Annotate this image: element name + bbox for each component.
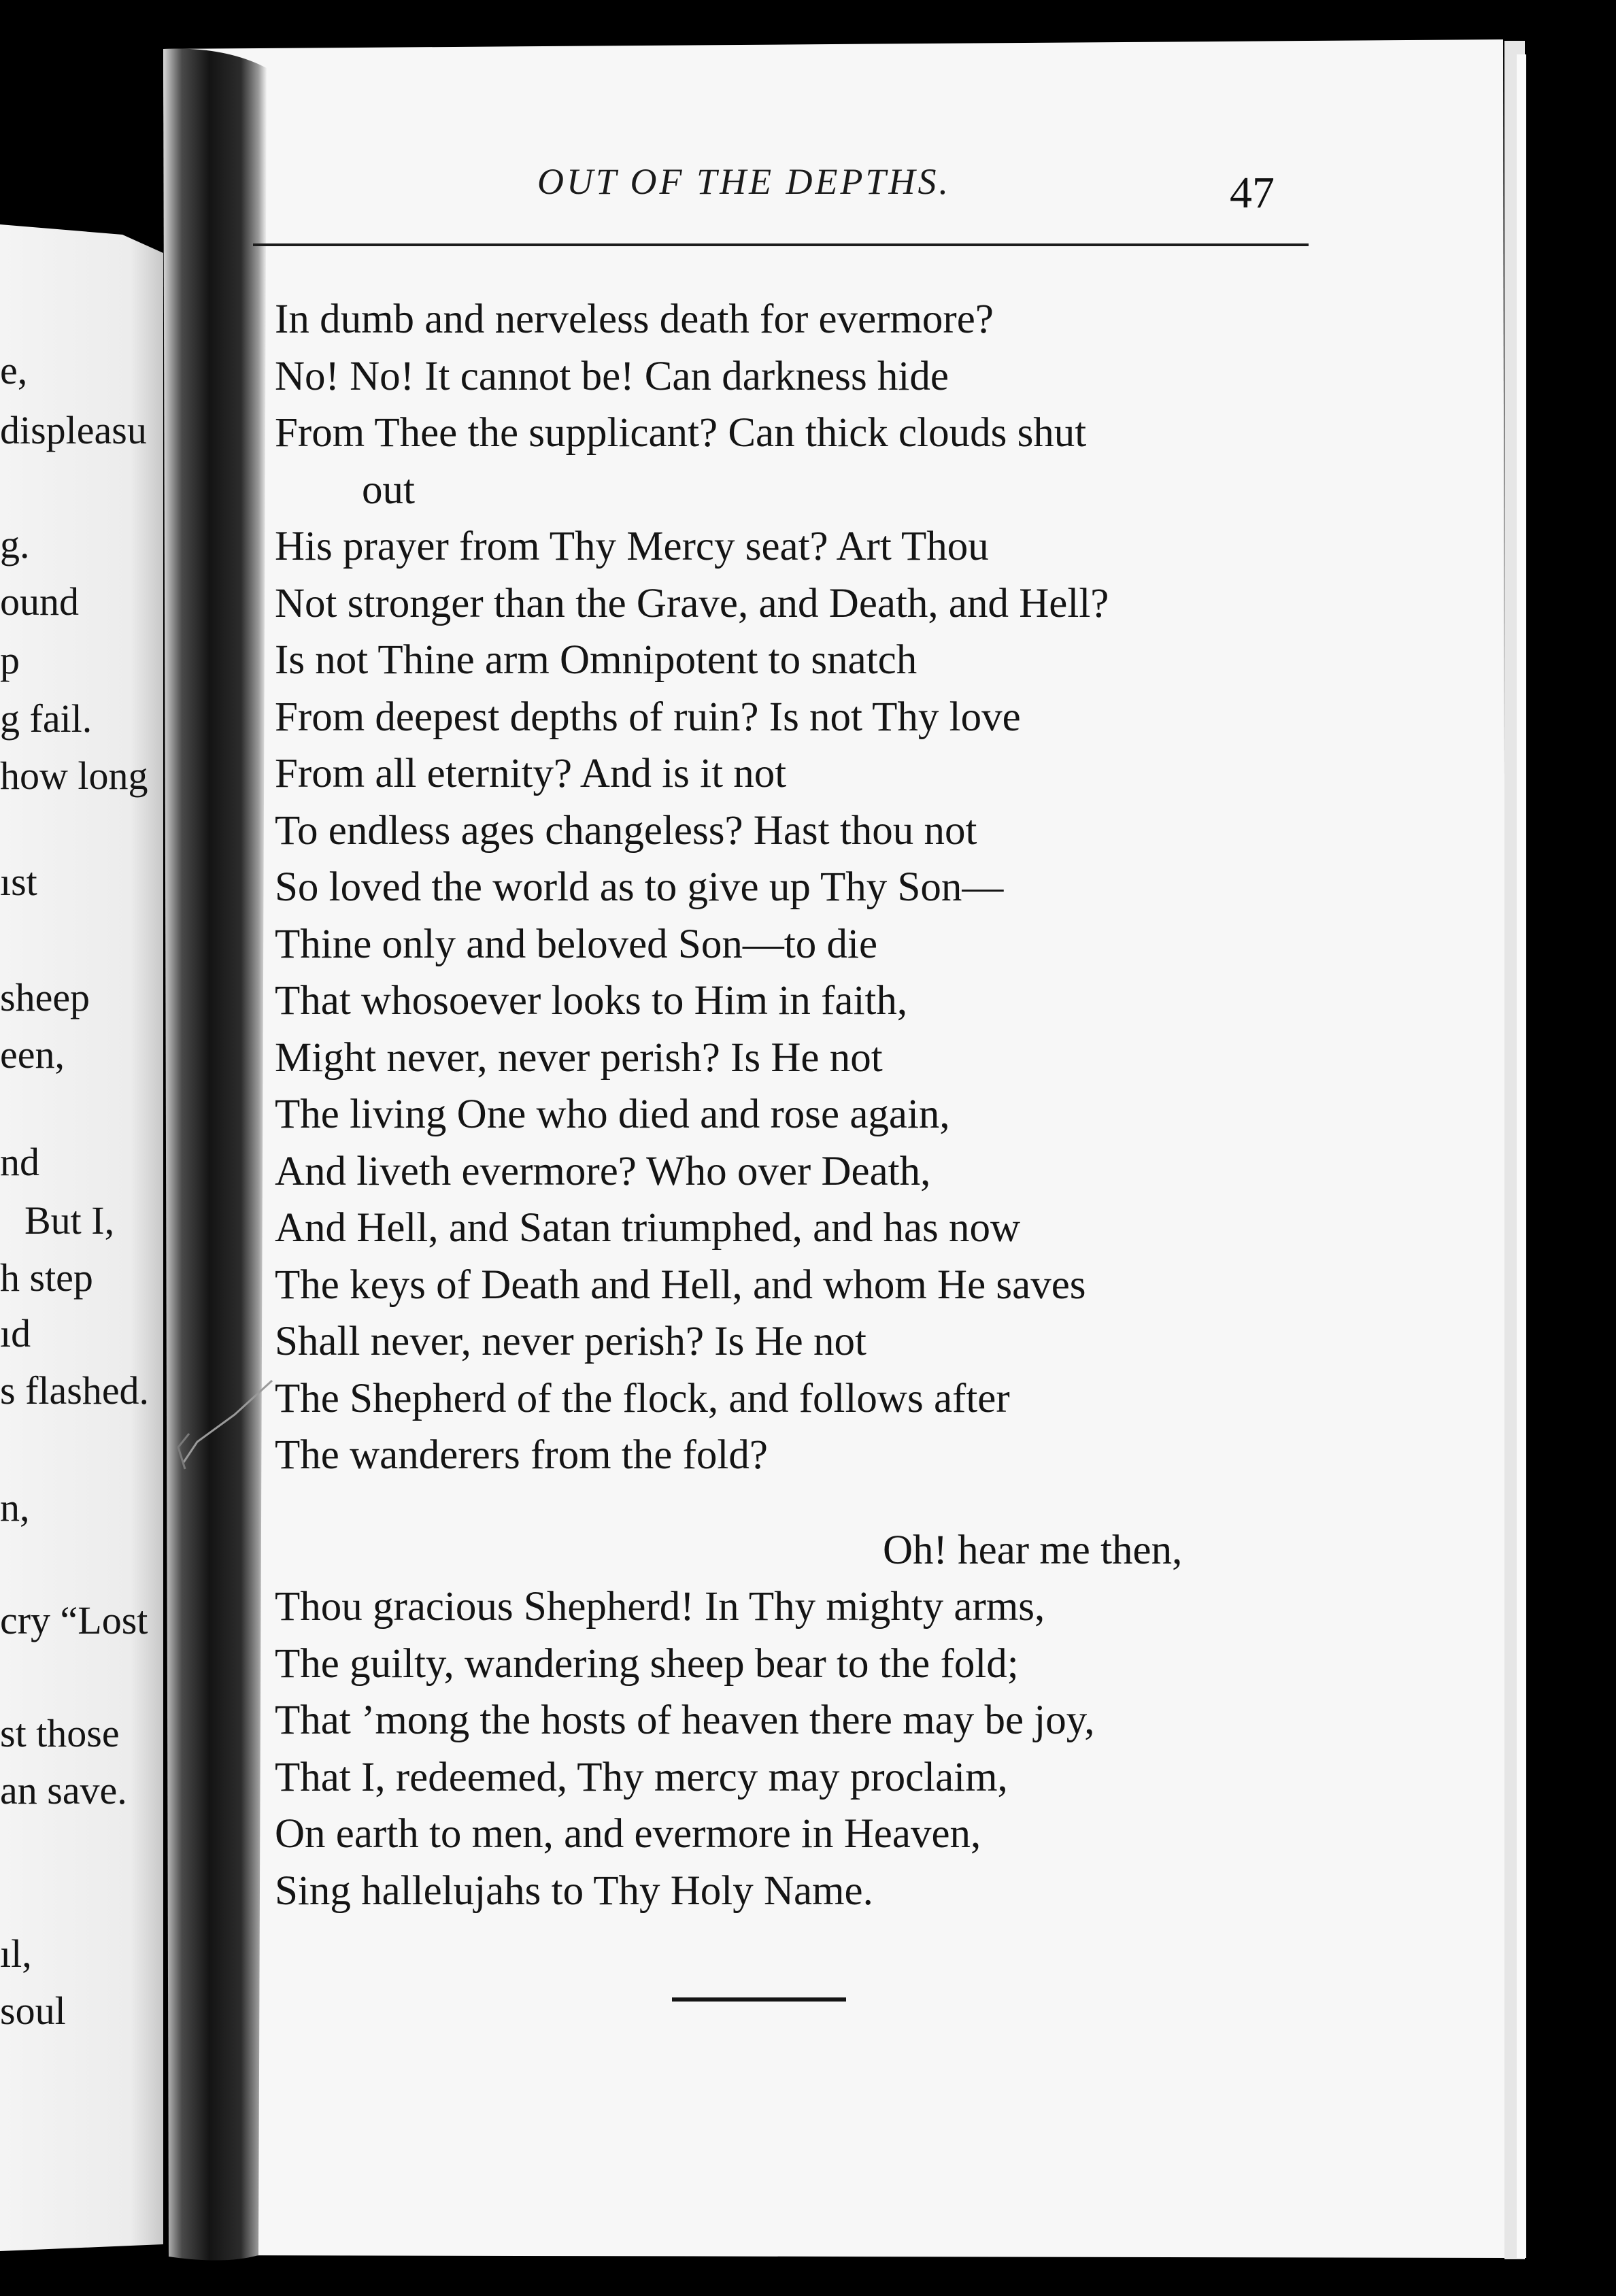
verse-line: That I, redeemed, Thy mercy may proclaim, — [275, 1754, 1008, 1800]
previous-page-fragment — [0, 0, 170, 2296]
left-fragment-line: st those — [0, 1711, 120, 1755]
verse-line: Is not Thine arm Omnipotent to snatch — [275, 637, 918, 683]
verse-line: From all eternity? And is it not — [275, 751, 787, 796]
left-fragment-line: sheep — [0, 975, 90, 1019]
gutter-shadow — [163, 49, 267, 2261]
verse-line: Shall never, never perish? Is He not — [275, 1319, 866, 1364]
left-fragment-line: s flashed. — [0, 1368, 150, 1413]
left-fragment-line: ıl, — [0, 1931, 32, 1976]
left-fragment-line: ıst — [0, 860, 37, 904]
left-fragment-line: een, — [0, 1032, 65, 1077]
poem-body — [275, 291, 1336, 1919]
verse-line: Thou gracious Shepherd! In Thy mighty arms, — [275, 1584, 1045, 1630]
page-number: 47 — [1230, 168, 1275, 218]
verse-line: The guilty, wandering sheep bear to the fold; — [275, 1640, 1019, 1687]
verse-line: The wanderers from the fold? — [275, 1432, 768, 1478]
verse-line: No! No! It cannot be! Can darkness hide — [275, 353, 949, 399]
verse-line: And liveth evermore? Who over Death, — [275, 1148, 931, 1194]
left-fragment-line: g. — [0, 522, 30, 567]
verse-line: The living One who died and rose again, — [275, 1092, 950, 1137]
verse-line: From Thee the supplicant? Can thick clouds shut — [275, 410, 1087, 456]
verse-line: The Shepherd of the flock, and follows after — [275, 1375, 1010, 1421]
verse-line: That whosoever looks to Him in faith, — [275, 978, 908, 1024]
left-fragment-line: soul — [0, 1989, 66, 2033]
verse-line: The keys of Death and Hell, and whom He saves — [275, 1262, 1086, 1308]
left-fragment-line: e, — [0, 348, 28, 392]
left-fragment-line: n, — [0, 1485, 30, 1530]
verse-line: His prayer from Thy Mercy seat? Art Thou — [275, 524, 989, 569]
left-fragment-line: an save. — [0, 1768, 127, 1812]
verse-line: From deepest depths of ruin? Is not Thy love — [275, 694, 1021, 740]
left-fragment-line: p — [0, 638, 20, 682]
left-fragment-line: h step — [0, 1255, 93, 1300]
left-fragment-line: nd — [0, 1140, 39, 1184]
left-fragment-line: ound — [0, 579, 79, 624]
running-head: OUT OF THE DEPTHS. — [537, 161, 952, 202]
verse-line: Thine only and beloved Son—to die — [275, 921, 878, 967]
verse-line: Not stronger than the Grave, and Death, and Hell? — [275, 580, 1109, 626]
verse-line: And Hell, and Satan triumphed, and has now — [275, 1205, 1021, 1251]
verse-line-continuation: out — [362, 467, 415, 513]
stanza-1 — [275, 291, 1336, 1484]
verse-line: Might never, never perish? Is He not — [275, 1034, 883, 1081]
verse-line: So loved the world as to give up Thy Son— — [275, 864, 1004, 910]
verse-line-half: Oh! hear me then, — [883, 1527, 1183, 1573]
left-fragment-line: But I, — [24, 1198, 115, 1243]
verse-line: That ’mong the hosts of heaven there may be joy, — [275, 1698, 1095, 1743]
left-fragment-line: how long — [0, 754, 148, 798]
verse-line: In dumb and nerveless death for evermore? — [275, 297, 994, 342]
left-fragment-line: ıd — [0, 1311, 31, 1355]
verse-line: Sing hallelujahs to Thy Holy Name. — [275, 1868, 873, 1914]
header-rule — [253, 243, 1309, 246]
left-fragment-line: displeasu — [0, 408, 147, 452]
left-fragment-line: g fail. — [0, 696, 92, 741]
verse-line: On earth to men, and evermore in Heaven, — [275, 1811, 981, 1857]
left-fragment-line: cry “Lost — [0, 1598, 148, 1642]
section-end-rule — [672, 1997, 846, 2002]
verse-line: To endless ages changeless? Hast thou not — [275, 807, 977, 854]
stanza-break — [275, 1484, 1336, 1522]
stanza-2 — [275, 1522, 1336, 1920]
